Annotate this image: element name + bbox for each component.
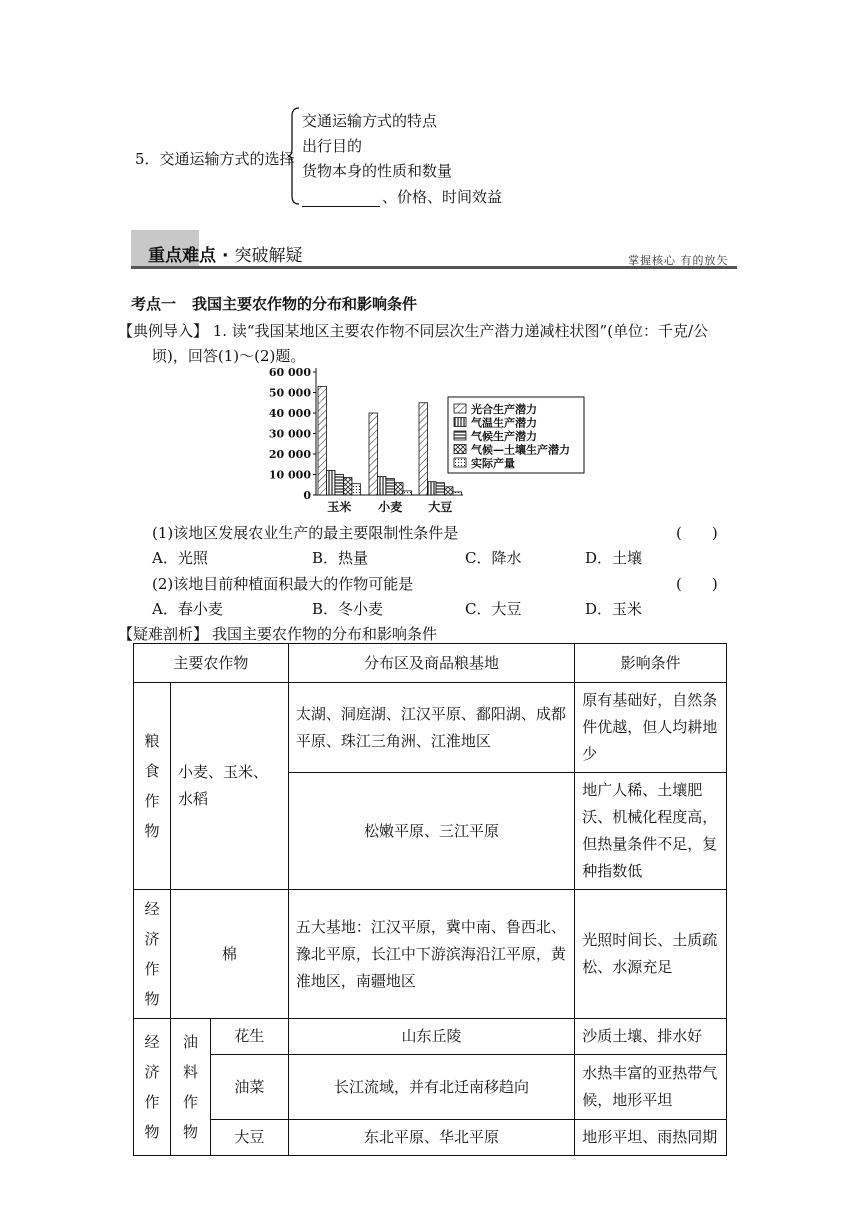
analysis-title: 我国主要农作物的分布和影响条件: [212, 625, 438, 643]
vertical-char: 物: [182, 1123, 198, 1141]
q1-option-d[interactable]: D．土壤: [585, 549, 643, 567]
vertical-char: 经: [144, 900, 160, 918]
grain-category: [134, 683, 171, 890]
bar-2-0: [419, 403, 428, 495]
header-crops: 主要农作物: [134, 644, 289, 683]
table-row: [134, 890, 727, 1019]
bar-0-2: [335, 475, 344, 496]
x-tick-label: 大豆: [428, 500, 453, 514]
q1-option-b[interactable]: B．热量: [312, 549, 369, 567]
grain-condition-1: 原有基础好，自然条件优越，但人均耕地少: [575, 683, 727, 773]
bar-chart: [268, 362, 588, 517]
banner-separator: ·: [222, 246, 229, 266]
q2-option-d[interactable]: D．玉米: [585, 600, 643, 618]
y-tick-label: 0: [303, 489, 311, 502]
oil-condition-1: 沙质土壤、排水好: [575, 1019, 727, 1055]
vertical-char: 作: [182, 1093, 198, 1111]
brace-item-4-text: 、价格、时间效益: [382, 188, 503, 206]
bar-1-3: [395, 483, 404, 495]
q2-option-a[interactable]: A．春小麦: [152, 600, 223, 618]
table-header-row: [134, 644, 727, 683]
header-conditions: 影响条件: [575, 644, 727, 683]
table-row: [134, 1055, 727, 1120]
cotton-category: [134, 890, 171, 1019]
vertical-char: 物: [144, 822, 160, 840]
y-tick-label: 40 000: [268, 407, 311, 420]
vertical-text: [141, 726, 163, 846]
question-1-answer-blank[interactable]: ( ): [676, 524, 718, 542]
oil-crop-2: 油菜: [210, 1055, 288, 1120]
vertical-char: 济: [144, 930, 160, 948]
bar-0-1: [327, 470, 336, 495]
bar-2-1: [428, 482, 437, 495]
legend-label: 气候生产潜力: [471, 430, 537, 443]
question-2-text: (2)该地目前种植面积最大的作物可能是: [152, 575, 414, 593]
vertical-char: 济: [144, 1063, 160, 1081]
y-tick-label: 60 000: [268, 366, 311, 379]
fill-blank: [302, 192, 380, 207]
x-tick-label: 玉米: [327, 500, 352, 514]
grain-condition-2: 地广人稀、土壤肥沃、机械化程度高，但热量条件不足，复种指数低: [575, 773, 727, 890]
crop-table: [133, 643, 727, 1156]
oil-distribution-2: 长江流域，并有北迁南移趋向: [288, 1055, 574, 1120]
table-row: [134, 683, 727, 773]
q1-option-a[interactable]: A．光照: [152, 549, 208, 567]
bar-0-4: [352, 484, 361, 495]
vertical-char: 料: [182, 1063, 198, 1081]
grain-crops: 小麦、玉米、水稻: [170, 683, 288, 890]
bar-1-1: [378, 477, 387, 495]
bar-0-0: [318, 386, 327, 495]
bar-2-2: [436, 483, 445, 495]
question-1-text: (1)该地区发展农业生产的最主要限制性条件是: [152, 524, 459, 542]
q1-option-c[interactable]: C．降水: [465, 549, 522, 567]
question-2-answer-blank[interactable]: ( ): [676, 575, 718, 593]
grain-distribution-1: 太湖、洞庭湖、江汉平原、鄱阳湖、成都平原、珠江三角洲、江淮地区: [288, 683, 574, 773]
cotton-distribution: 五大基地：江汉平原，冀中南、鲁西北、豫北平原，长江中下游滨海沿江平原，黄淮地区，南疆地区: [288, 890, 574, 1019]
vertical-char: 食: [144, 762, 160, 780]
bar-1-4: [403, 491, 412, 495]
banner-motto: 掌握核心 有的放矢: [628, 254, 729, 267]
y-tick-label: 30 000: [268, 427, 311, 441]
legend-label: 气温生产潜力: [471, 416, 537, 430]
topic-label: 考点一: [131, 295, 177, 313]
header-distribution: 分布区及商品粮基地: [288, 644, 574, 683]
legend-label: 实际产量: [471, 457, 515, 470]
legend-swatch: [454, 418, 466, 427]
legend-swatch: [454, 404, 466, 413]
x-tick-label: 小麦: [378, 500, 403, 514]
oil-category: [134, 1019, 171, 1156]
oil-crop-1: 花生: [210, 1019, 288, 1055]
legend-swatch: [454, 445, 466, 454]
vertical-char: 作: [144, 792, 160, 810]
topic-heading: [131, 293, 417, 314]
bar-1-2: [386, 479, 395, 495]
vertical-char: 作: [144, 1093, 160, 1111]
legend-swatch: [454, 458, 466, 467]
section5-label: 5．交通运输方式的选择: [135, 150, 295, 168]
cotton-condition: 光照时间长、土质疏松、水源充足: [575, 890, 727, 1019]
cotton-crop: 棉: [170, 890, 288, 1019]
analysis-heading: [118, 623, 437, 644]
bar-0-3: [344, 478, 353, 495]
topic-title: 我国主要农作物的分布和影响条件: [192, 295, 418, 313]
intro-line-2: 顷)，回答(1)～(2)题。: [152, 347, 306, 365]
banner-title: [148, 241, 302, 266]
oil-distribution-1: 山东丘陵: [288, 1019, 574, 1055]
legend-label: 光合生产潜力: [471, 403, 537, 416]
intro-line-1: 【典例导入】 1. 读“我国某地区主要农作物不同层次生产潜力递减柱状图”(单位：千克/公: [118, 322, 709, 340]
vertical-char: 油: [182, 1033, 198, 1051]
vertical-char: 物: [144, 1123, 160, 1141]
oil-crop-3: 大豆: [210, 1120, 288, 1156]
oil-condition-3: 地形平坦、雨热同期: [575, 1120, 727, 1156]
analysis-label: 【疑难剖析】: [118, 625, 209, 643]
y-tick-label: 10 000: [268, 468, 311, 482]
oil-condition-2: 水热丰富的亚热带气候，地形平坦: [575, 1055, 727, 1120]
bar-2-4: [453, 492, 462, 495]
oil-distribution-3: 东北平原、华北平原: [288, 1120, 574, 1156]
brace-item-4: [302, 186, 502, 207]
brace-item-2: 出行目的: [302, 137, 363, 155]
vertical-char: 经: [144, 1033, 160, 1051]
banner-title-main: 重点难点: [148, 246, 216, 266]
y-tick-label: 20 000: [268, 448, 311, 461]
bar-1-0: [369, 413, 378, 495]
brace-icon: [287, 106, 301, 206]
vertical-char: 粮: [144, 732, 160, 750]
brace-item-1: 交通运输方式的特点: [302, 112, 438, 130]
table-row: [134, 1019, 727, 1055]
brace-item-3: 货物本身的性质和数量: [302, 162, 453, 180]
q2-option-b[interactable]: B．冬小麦: [312, 600, 384, 618]
bar-2-3: [445, 487, 454, 495]
table-row: [134, 1120, 727, 1156]
vertical-char: 作: [144, 960, 160, 978]
legend-swatch: [454, 431, 466, 440]
vertical-char: 物: [144, 990, 160, 1008]
banner-subtitle: 突破解疑: [234, 246, 303, 266]
legend-label: 气候—土壤生产潜力: [471, 443, 570, 457]
q2-option-c[interactable]: C．大豆: [465, 600, 522, 618]
oil-subcategory: [170, 1019, 210, 1156]
grain-distribution-2: 松嫩平原、三江平原: [288, 773, 574, 890]
y-tick-label: 50 000: [268, 386, 311, 400]
